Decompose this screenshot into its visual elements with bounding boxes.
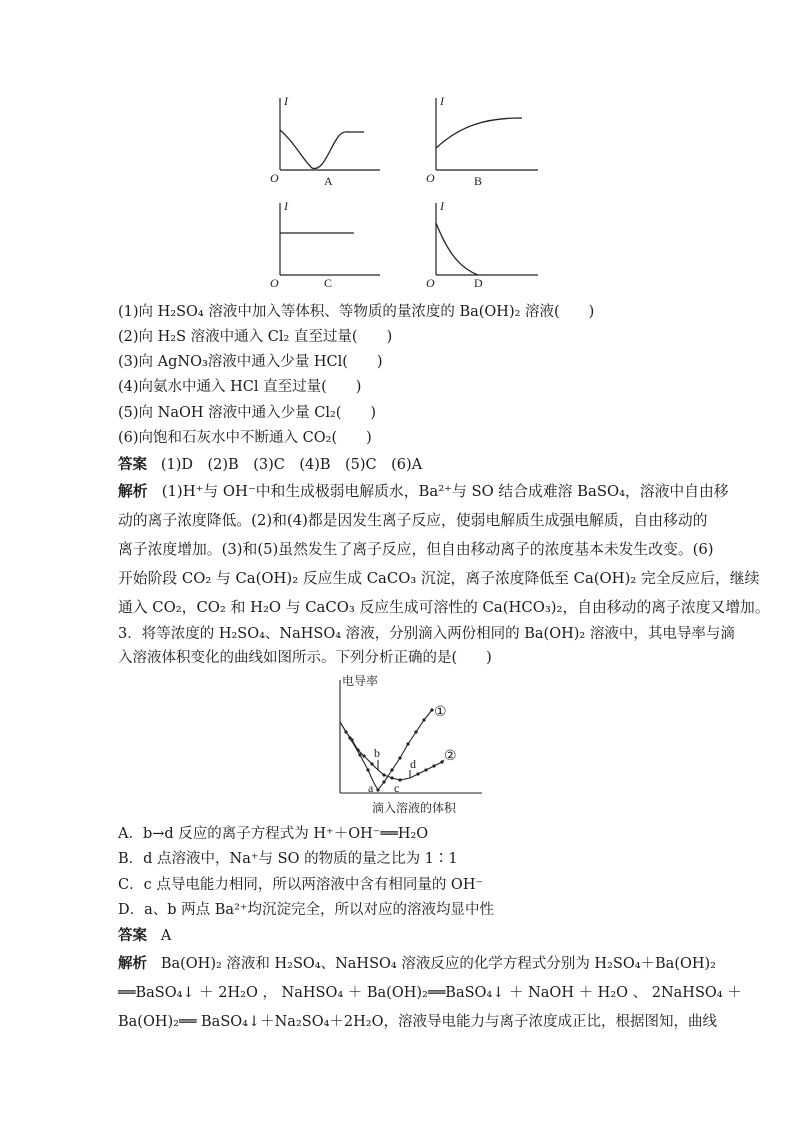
q3-option-b: B．d 点溶液中，Na⁺与 SO 的物质的量之比为 1∶1 <box>118 851 458 867</box>
panel-d-ylabel: I <box>440 199 444 213</box>
q2-item-4: (4)向氨水中通入 HCl 直至过量( ) <box>118 379 362 395</box>
point-a-label: a <box>368 781 374 795</box>
point-c-label: c <box>394 781 400 795</box>
panel-c-label: C <box>324 276 333 288</box>
q2-analysis-text-1: (1)H⁺与 OH⁻中和生成极弱电解质水，Ba²⁺与 SO 结合成难溶 BaSO₄，溶液中自由移 <box>161 483 729 500</box>
q2-item-2: (2)向 H₂S 溶液中通入 Cl₂ 直至过量( ) <box>118 329 393 345</box>
q3-analysis-line-2: ══BaSO₄↓ ＋ 2H₂O ， NaHSO₄ ＋ Ba(OH)₂══BaSO₄↓ ＋ NaOH ＋ H₂O 、 2NaHSO₄ ＋ <box>118 985 742 1001</box>
q2-answer <box>118 455 422 475</box>
q3-stem-line-2: 入溶液体积变化的曲线如图所示。下列分析正确的是( ) <box>118 650 492 666</box>
q2-item-5: (5)向 NaOH 溶液中通入少量 Cl₂( ) <box>118 405 377 421</box>
curve-2-label: ② <box>444 749 457 764</box>
panel-b-label: B <box>474 174 483 188</box>
q3-analysis-line-3: Ba(OH)₂══ BaSO₄↓＋Na₂SO₄＋2H₂O，溶液导电能力与离子浓度成正比，根据图知，曲线 <box>118 1014 717 1030</box>
q2-analysis-label: 解析 <box>118 483 148 500</box>
panel-c-origin: O <box>270 276 279 288</box>
q3-answer <box>118 926 171 946</box>
q3-answer-text: A <box>160 928 172 944</box>
q3-option-c: C．c 点导电能力相同，所以两溶液中含有相同量的 OH⁻ <box>118 877 484 893</box>
q3-stem-line-1: 3．将等浓度的 H₂SO₄、NaHSO₄ 溶液，分别滴入两份相同的 Ba(OH)₂ 溶液中，其电导率与滴 <box>118 626 735 642</box>
chart-xlabel: 滴入溶液的体积 <box>372 801 457 815</box>
q2-item-1: (1)向 H₂SO₄ 溶液中加入等体积、等物质的量浓度的 Ba(OH)₂ 溶液( ) <box>118 304 595 320</box>
panel-a <box>280 98 380 170</box>
panel-c-ylabel: I <box>284 199 288 213</box>
q3-option-a: A．b→d 反应的离子方程式为 H⁺＋OH⁻══H₂O <box>118 826 429 842</box>
q3-answer-label: 答案 <box>118 927 147 944</box>
q3-analysis-text-1: Ba(OH)₂ 溶液和 H₂SO₄、NaHSO₄ 溶液反应的化学方程式分别为 H₂SO₄＋Ba(OH)₂ <box>160 956 716 972</box>
panel-b <box>436 98 538 170</box>
q2-answer-text: (1)D (2)B (3)C (4)B (5)C (6)A <box>160 457 423 473</box>
q2-item-6: (6)向饱和石灰水中不断通入 CO₂( ) <box>118 430 372 446</box>
q3-analysis-line-1 <box>118 954 716 974</box>
q2-analysis-line-4: 开始阶段 CO₂ 与 Ca(OH)₂ 反应生成 CaCO₃ 沉淀，离子浓度降低至 Ca(OH)₂ 完全反应后，继续 <box>118 570 760 587</box>
q2-analysis-line-3: 离子浓度增加。(3)和(5)虽然发生了离子反应，但自由移动离子的浓度基本未发生改变。(6) <box>118 541 714 558</box>
panel-d <box>436 203 538 275</box>
conductivity-curves-figure <box>270 88 570 288</box>
q3-analysis-label: 解析 <box>118 955 147 972</box>
q3-conductivity-chart <box>322 670 502 820</box>
chart-ylabel: 电导率 <box>342 674 379 688</box>
curve-1-line <box>340 710 432 790</box>
panel-c <box>280 203 380 275</box>
q2-item-3: (3)向 AgNO₃溶液中通入少量 HCl( ) <box>118 354 383 370</box>
q2-analysis-line-1 <box>118 482 729 502</box>
panel-a-label: A <box>324 174 333 188</box>
panel-d-label: D <box>474 276 483 288</box>
panel-a-origin: O <box>270 171 279 185</box>
panel-b-ylabel: I <box>440 94 444 108</box>
q3-option-d: D．a、b 两点 Ba²⁺均沉淀完全，所以对应的溶液均显中性 <box>118 902 495 918</box>
q2-answer-label: 答案 <box>118 456 147 473</box>
panel-a-ylabel: I <box>284 94 288 108</box>
panel-d-origin: O <box>426 276 435 288</box>
q2-analysis-line-5: 通入 CO₂，CO₂ 和 H₂O 与 CaCO₃ 反应生成可溶性的 Ca(HCO₃)₂，自由移动的离子浓度又增加。 <box>118 599 770 616</box>
point-b-label: b <box>374 746 380 760</box>
panel-b-origin: O <box>426 171 435 185</box>
curve-1-label: ① <box>434 705 447 720</box>
point-d-label: d <box>410 757 416 771</box>
q2-analysis-line-2: 动的离子浓度降低。(2)和(4)都是因发生离子反应，使弱电解质生成强电解质，自由移动的 <box>118 512 708 529</box>
